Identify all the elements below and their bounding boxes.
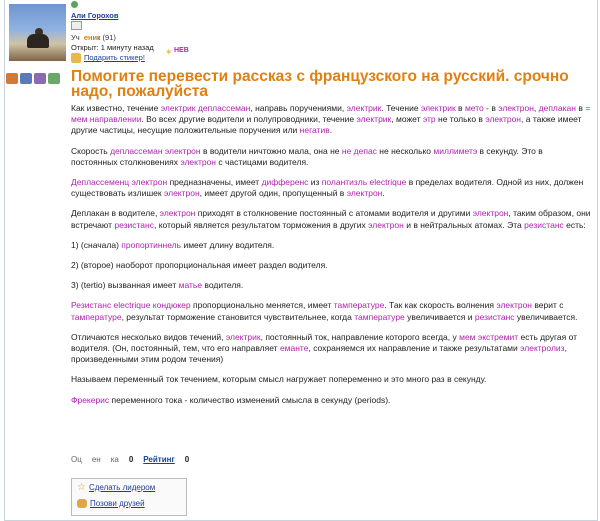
body-text-segment: , направь поручениями, bbox=[250, 103, 347, 113]
rating-oc-label: Оц bbox=[71, 455, 82, 464]
body-text-segment: верит с bbox=[532, 300, 564, 311]
term-link[interactable]: электролиз bbox=[520, 343, 565, 354]
term-link[interactable]: электрик деплассеман bbox=[160, 103, 251, 113]
term-link[interactable]: тампературе bbox=[354, 311, 405, 322]
body-paragraph bbox=[71, 395, 591, 406]
rank-suffix: к (91) bbox=[97, 33, 116, 42]
body-text-segment: увеличивается и bbox=[404, 311, 475, 322]
message-icon[interactable] bbox=[48, 73, 60, 84]
term-link[interactable]: Фрекерис bbox=[71, 394, 110, 405]
gift-icon bbox=[71, 53, 81, 63]
body-text-segment: есть другая от водителя. (Он, постоянный, тем, что его направляет bbox=[71, 331, 578, 354]
new-star-icon: ✶ bbox=[165, 47, 173, 57]
term-link[interactable]: электрик bbox=[225, 331, 261, 342]
make-leader-action[interactable] bbox=[72, 479, 186, 495]
question-body bbox=[71, 103, 591, 415]
body-text-segment: , может bbox=[391, 114, 423, 125]
body-text-segment: , сохраняемся их направление и также результатами bbox=[308, 343, 521, 354]
user-status-icon bbox=[71, 1, 78, 8]
term-link[interactable]: электрон bbox=[346, 188, 383, 199]
flag-icon[interactable] bbox=[71, 21, 82, 30]
body-text-segment: , имеет другой один, пропущенный в bbox=[199, 188, 347, 199]
body-paragraph bbox=[71, 103, 591, 137]
gift-row[interactable] bbox=[71, 53, 154, 63]
term-link[interactable]: электрик bbox=[356, 114, 392, 125]
term-link[interactable]: не депас bbox=[341, 145, 377, 156]
rating-value: 0 bbox=[184, 455, 190, 464]
body-paragraph bbox=[71, 146, 591, 168]
term-link[interactable]: мето bbox=[464, 103, 484, 113]
term-link[interactable]: матье bbox=[178, 280, 203, 291]
body-text-segment: с частицами водителя. bbox=[216, 156, 309, 167]
make-leader-link[interactable]: Сделать лидером bbox=[88, 482, 156, 492]
body-text-segment: в bbox=[455, 103, 465, 113]
body-text-segment: не только в bbox=[435, 114, 486, 125]
term-link[interactable]: резистанс bbox=[474, 311, 515, 322]
term-link[interactable]: полантизль electrique bbox=[321, 177, 407, 188]
body-text-segment: Скорость bbox=[71, 145, 111, 156]
term-link[interactable]: электрик bbox=[346, 103, 382, 113]
body-text-segment: в секунду. Это в постоянных столкновениях bbox=[71, 145, 543, 167]
term-link[interactable]: резистанс bbox=[114, 219, 154, 230]
body-paragraph bbox=[71, 332, 591, 366]
term-link[interactable]: тампературе bbox=[333, 300, 385, 311]
term-link[interactable]: деплакан bbox=[538, 103, 576, 113]
body-text-segment: - в bbox=[483, 103, 499, 113]
body-text-segment: , постоянный ток, направление которого всегда, у bbox=[260, 331, 460, 342]
term-link[interactable]: этр bbox=[422, 114, 436, 125]
body-text-segment: не несколько bbox=[376, 145, 434, 156]
body-paragraph bbox=[71, 374, 591, 385]
users-icon[interactable] bbox=[6, 73, 18, 84]
term-link[interactable]: электрон bbox=[496, 300, 533, 311]
body-text-segment: в пределах водителя. Одной из них, должен существовать излишек bbox=[71, 177, 584, 199]
term-link[interactable]: резистанс bbox=[524, 219, 564, 230]
body-text-segment: , таким образом, они встречают bbox=[71, 208, 591, 230]
term-link[interactable]: Резистанс electrique кондюкер bbox=[71, 300, 191, 311]
body-text-segment: пропорционально меняется, имеет bbox=[190, 300, 334, 311]
rating-row bbox=[71, 455, 189, 464]
body-text-segment: . bbox=[329, 125, 333, 136]
term-link[interactable]: деплассеман электрон bbox=[110, 145, 201, 156]
term-link[interactable]: негатив bbox=[299, 125, 330, 136]
term-link[interactable]: мем экстремит bbox=[459, 331, 519, 342]
term-link[interactable]: электрон bbox=[180, 156, 217, 167]
body-text-segment: 3) (tertio) вызванная имеет bbox=[71, 280, 179, 291]
body-text-segment: . Во всех другие водители и полупроводники, течение bbox=[141, 114, 357, 125]
body-text-segment: водителя. bbox=[202, 280, 244, 291]
body-text-segment: 1) (сначала) bbox=[71, 239, 122, 250]
term-link[interactable]: электрон bbox=[472, 208, 509, 219]
photo-icon[interactable] bbox=[20, 73, 32, 84]
gift-sticker-link[interactable]: Подарить стикер! bbox=[84, 53, 145, 62]
body-text-segment: , а также имеет другие частицы, несущие положительные поручения или bbox=[71, 114, 582, 136]
term-link[interactable]: дифференс bbox=[261, 177, 309, 188]
friends-icon bbox=[77, 499, 87, 508]
body-text-segment: увеличивается. bbox=[514, 311, 578, 322]
body-text-segment: есть: bbox=[563, 219, 586, 230]
body-text-segment: Как известно, течение bbox=[71, 103, 161, 113]
body-text-segment: . Течение bbox=[381, 103, 421, 113]
body-text-segment: из bbox=[308, 177, 322, 188]
body-text-segment: Деплакан в водителе, bbox=[71, 208, 160, 219]
body-text-segment: . bbox=[382, 188, 385, 199]
side-icons bbox=[6, 73, 60, 84]
video-icon[interactable] bbox=[34, 73, 46, 84]
term-link[interactable]: миллиметэ bbox=[433, 145, 478, 156]
body-text-segment: и в нейтральных атомах. Эта bbox=[403, 219, 525, 230]
body-paragraph bbox=[71, 280, 591, 291]
body-text-segment: переменного тока - количество изменений смысла в секунду (periods). bbox=[109, 394, 391, 405]
body-text-segment: . Так как скорость волнения bbox=[384, 300, 497, 311]
question-title: Помогите перевести рассказ с французского на русский. срочно надо, пожалуйста bbox=[71, 68, 569, 100]
new-badge: НЕВ bbox=[174, 47, 189, 54]
user-block bbox=[71, 1, 154, 63]
invite-friends-action[interactable] bbox=[72, 495, 186, 511]
body-paragraph bbox=[71, 177, 591, 199]
body-text-segment: , результат торможение становится чувствительнее, когда bbox=[121, 311, 355, 322]
body-paragraph bbox=[71, 240, 591, 251]
body-text-segment: , который является результатом торможения в других bbox=[153, 219, 369, 230]
term-link[interactable]: еманте bbox=[279, 343, 309, 354]
score-value: 0 bbox=[128, 455, 134, 464]
rating-en-label: ен bbox=[91, 455, 101, 464]
user-name-link[interactable]: Али Горохов bbox=[71, 11, 119, 20]
body-text-segment: в водители ничтожно мала, она не bbox=[200, 145, 342, 156]
body-text-segment: , произведенными этим родом течения) bbox=[71, 343, 567, 365]
term-link[interactable]: электрон bbox=[368, 219, 404, 230]
term-link[interactable]: электрон bbox=[159, 208, 196, 219]
body-text-segment: предназначены, имеет bbox=[167, 177, 262, 188]
body-text-segment: имеет длину водителя. bbox=[181, 239, 275, 250]
term-link[interactable]: Деплассеменц электрон bbox=[71, 177, 168, 188]
rating-ka-label: ка bbox=[110, 455, 119, 464]
opened-time: Открыт: 1 минуту назад bbox=[71, 43, 154, 52]
body-text-segment: Называем переменный ток течением, которым смысл нагружает попеременно и это много раз в секунду. bbox=[71, 374, 487, 385]
term-link[interactable]: электрон bbox=[485, 114, 522, 125]
body-text-segment: приходят в столкновение постоянный с атомами водителя и другими bbox=[195, 208, 473, 219]
body-paragraph bbox=[71, 208, 591, 230]
user-rank bbox=[71, 33, 154, 43]
rank-highlight: ени bbox=[83, 33, 98, 42]
rank-prefix: Уч bbox=[71, 33, 80, 42]
term-link[interactable]: электрон bbox=[163, 188, 200, 199]
term-link[interactable]: тампературе bbox=[71, 311, 122, 322]
star-icon: ☆ bbox=[77, 481, 86, 493]
avatar[interactable] bbox=[9, 4, 66, 61]
body-paragraph bbox=[71, 300, 591, 322]
term-link[interactable]: электрик bbox=[420, 103, 456, 113]
body-text-segment: в bbox=[575, 103, 586, 113]
term-link[interactable]: = мем направлении bbox=[71, 103, 591, 125]
rating-link[interactable]: Рейтинг bbox=[143, 455, 175, 464]
body-text-segment: , bbox=[533, 103, 539, 113]
actions-box bbox=[71, 478, 187, 516]
body-text-segment: Отличаются несколько видов течений, bbox=[71, 331, 226, 342]
term-link[interactable]: пропортиннель bbox=[121, 239, 182, 250]
invite-friends-link[interactable]: Позови друзей bbox=[90, 498, 145, 508]
term-link[interactable]: электрон bbox=[498, 103, 534, 113]
avatar-figure-body bbox=[27, 34, 49, 48]
body-paragraph bbox=[71, 260, 591, 271]
body-text-segment: 2) (второе) наоборот пропорциональная имеет раздел водителя. bbox=[71, 260, 328, 271]
